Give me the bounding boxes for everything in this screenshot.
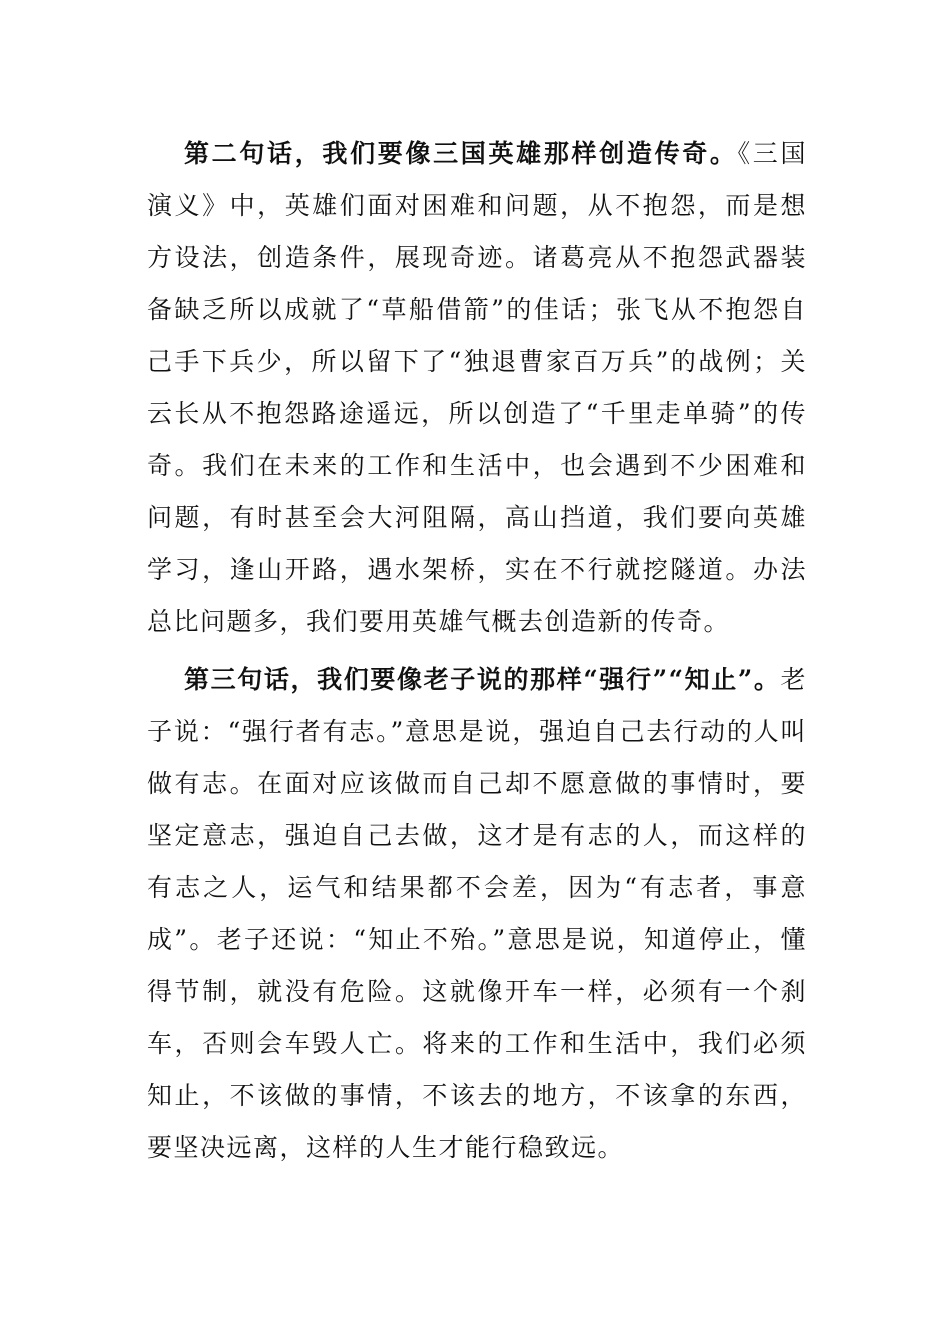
document-body	[147, 128, 807, 1174]
paragraph-second-sentence	[147, 128, 807, 648]
paragraph-third-sentence	[147, 654, 807, 1174]
paragraph-lead: 第三句话，我们要像老子说的那样“强行”“知止”。	[184, 665, 781, 694]
paragraph-text: 《三国演义》中，英雄们面对困难和问题，从不抱怨，而是想方设法，创造条件，展现奇迹。诸葛亮从不抱怨武器装备缺乏所以成就了“草船借箭”的佳话；张飞从不抱怨自己手下兵少，所以留下了“独退曹家百万兵”的战例；关云长从不抱怨路途遥远，所以创造了“千里走单骑”的传奇。我们在未来的工作和生活中，也会遇到不少困难和问题，有时甚至会大河阻隔，高山挡道，我们要向英雄学习，逢山开路，遇水架桥，实在不行就挖隧道。办法总比问题多，我们要用英雄气概去创造新的传奇。	[147, 139, 807, 636]
paragraph-lead: 第二句话，我们要像三国英雄那样创造传奇。	[184, 139, 738, 168]
paragraph-text: 老子说：“强行者有志。”意思是说，强迫自己去行动的人叫做有志。在面对应该做而自己却不愿意做的事情时，要坚定意志，强迫自己去做，这才是有志的人，而这样的有志之人，运气和结果都不会差，因为“有志者，事意成”。老子还说：“知止不殆。”意思是说，知道停止，懂得节制，就没有危险。这就像开车一样，必须有一个刹车，否则会车毁人亡。将来的工作和生活中，我们必须知止，不该做的事情，不该去的地方，不该拿的东西，要坚决远离，这样的人生才能行稳致远。	[147, 665, 807, 1162]
